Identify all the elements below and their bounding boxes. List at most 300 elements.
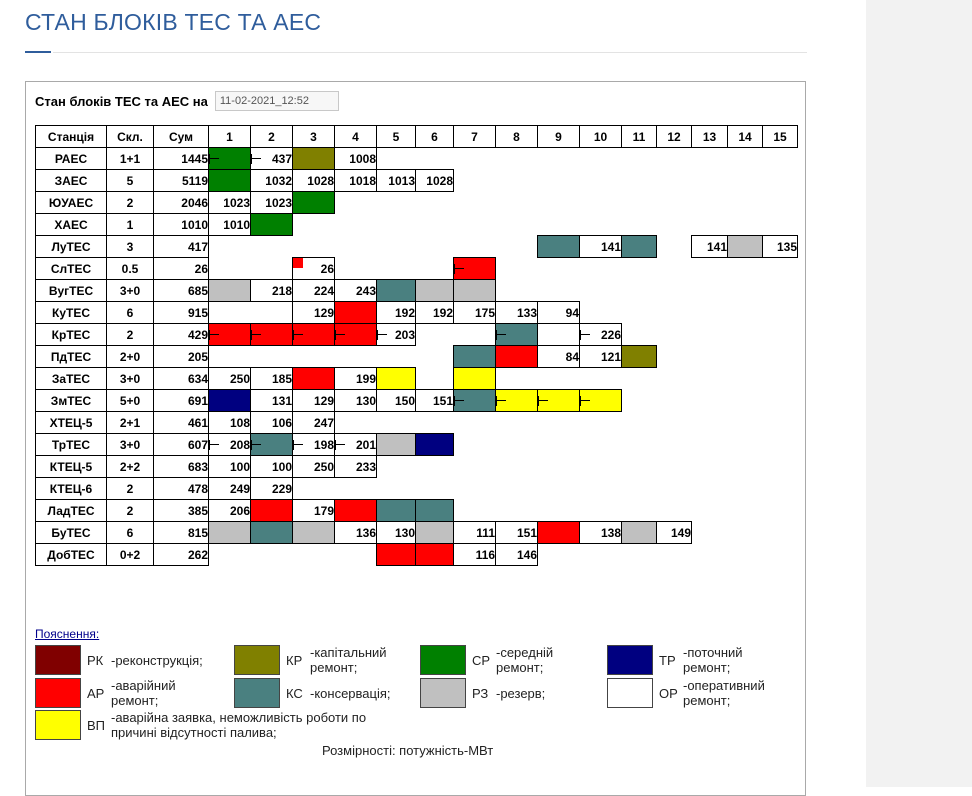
- unit-cell: [496, 500, 538, 522]
- unit-cell: [728, 500, 763, 522]
- unit-cell: [728, 544, 763, 566]
- unit-cell: [692, 170, 728, 192]
- unit-cell: 224: [293, 280, 335, 302]
- unit-marker-icon: [580, 330, 589, 340]
- unit-marker-icon: [454, 264, 463, 274]
- report-label: Стан блоків ТЕС та АЕС на: [35, 93, 208, 109]
- unit-cell: [416, 456, 454, 478]
- station-name: ЗаТЕС: [36, 368, 107, 390]
- unit-cell: 136: [335, 522, 377, 544]
- right-side-panel: [866, 0, 972, 787]
- legend-title: Пояснення:: [35, 627, 100, 641]
- unit-cell: [763, 324, 798, 346]
- unit-cell: [580, 500, 622, 522]
- unit-cell: [657, 280, 692, 302]
- unit-cell: [454, 258, 496, 280]
- unit-cell: [416, 148, 454, 170]
- station-name: КуТЕС: [36, 302, 107, 324]
- unit-cell: [377, 456, 416, 478]
- composition-cell: 2+2: [107, 456, 154, 478]
- unit-cell: [763, 390, 798, 412]
- unit-cell: [622, 346, 657, 368]
- legend-code: КР: [286, 653, 303, 668]
- sum-cell: 815: [154, 522, 209, 544]
- unit-cell: 250: [293, 456, 335, 478]
- legend-swatch-tr: [607, 645, 653, 675]
- unit-cell: 179: [293, 500, 335, 522]
- unit-cell: [580, 302, 622, 324]
- unit-cell: [728, 214, 763, 236]
- unit-cell: [538, 324, 580, 346]
- unit-cell: [622, 500, 657, 522]
- unit-cell: [622, 258, 657, 280]
- unit-cell: [335, 258, 377, 280]
- unit-marker-icon: [209, 440, 218, 450]
- unit-cell: [496, 170, 538, 192]
- unit-cell: [622, 302, 657, 324]
- unit-cell: 229: [251, 478, 293, 500]
- unit-cell: 149: [657, 522, 692, 544]
- legend-item-ks: [234, 678, 410, 708]
- legend-swatch-ks: [234, 678, 280, 708]
- unit-cell: [416, 346, 454, 368]
- title-accent-line: [25, 51, 51, 53]
- column-header: Скл.: [107, 126, 154, 148]
- legend-desc: -середній ремонт;: [496, 645, 554, 675]
- legend-desc: -аварійний ремонт;: [111, 678, 176, 708]
- sum-cell: 1010: [154, 214, 209, 236]
- unit-cell: 131: [251, 390, 293, 412]
- unit-cell: [763, 258, 798, 280]
- unit-marker-icon: [293, 330, 302, 340]
- unit-cell: [538, 368, 580, 390]
- sum-cell: 461: [154, 412, 209, 434]
- unit-cell: 130: [335, 390, 377, 412]
- unit-cell: [416, 500, 454, 522]
- table-row: [36, 434, 798, 456]
- unit-cell: [209, 148, 251, 170]
- unit-cell: [335, 192, 377, 214]
- sum-cell: 478: [154, 478, 209, 500]
- composition-cell: 3: [107, 236, 154, 258]
- composition-cell: 2: [107, 478, 154, 500]
- unit-cell: [728, 390, 763, 412]
- unit-cell: [763, 544, 798, 566]
- legend-swatch-kr: [234, 645, 280, 675]
- unit-cell: [496, 412, 538, 434]
- unit-cell: [416, 258, 454, 280]
- unit-cell: 249: [209, 478, 251, 500]
- unit-cell: [377, 236, 416, 258]
- unit-cell: [622, 434, 657, 456]
- unit-cell: [622, 192, 657, 214]
- legend-swatch-vp: [35, 710, 81, 740]
- unit-cell: [763, 302, 798, 324]
- unit-cell: [416, 280, 454, 302]
- table-row: [36, 368, 798, 390]
- unit-cell: [538, 236, 580, 258]
- unit-cell: [580, 192, 622, 214]
- table-row: [36, 324, 798, 346]
- legend-code: ТР: [659, 653, 676, 668]
- legend-code: ОР: [659, 686, 678, 701]
- unit-cell: [692, 280, 728, 302]
- unit-cell: [692, 434, 728, 456]
- unit-cell: [763, 346, 798, 368]
- unit-cell: [209, 390, 251, 412]
- unit-cell: [209, 346, 251, 368]
- table-row: [36, 478, 798, 500]
- unit-cell: 1023: [251, 192, 293, 214]
- unit-cell: [622, 368, 657, 390]
- unit-cell: [692, 192, 728, 214]
- unit-cell: [416, 522, 454, 544]
- unit-cell: [657, 302, 692, 324]
- station-name: ВугТЕС: [36, 280, 107, 302]
- unit-marker-icon: [454, 396, 463, 406]
- unit-cell: [538, 280, 580, 302]
- unit-cell: [657, 214, 692, 236]
- station-name: ЛадТЕС: [36, 500, 107, 522]
- table-row: [36, 148, 798, 170]
- legend-code: АР: [87, 686, 105, 701]
- unit-cell: 106: [251, 412, 293, 434]
- unit-cell: [454, 412, 496, 434]
- legend-code: СР: [472, 653, 491, 668]
- composition-cell: 1+1: [107, 148, 154, 170]
- unit-cell: [377, 478, 416, 500]
- unit-cell: [335, 302, 377, 324]
- unit-cell: [692, 214, 728, 236]
- unit-cell: [692, 302, 728, 324]
- unit-cell: [622, 324, 657, 346]
- unit-cell: 192: [377, 302, 416, 324]
- legend-code: ВП: [87, 718, 106, 733]
- unit-cell: [728, 280, 763, 302]
- unit-cell: 108: [209, 412, 251, 434]
- column-header: 6: [416, 126, 454, 148]
- unit-marker-icon: [538, 396, 547, 406]
- unit-cell: [763, 456, 798, 478]
- composition-cell: 0+2: [107, 544, 154, 566]
- station-name: БуТЕС: [36, 522, 107, 544]
- unit-cell: [657, 478, 692, 500]
- legend-desc: -поточний ремонт;: [683, 645, 743, 675]
- column-header: 12: [657, 126, 692, 148]
- unit-cell: [622, 280, 657, 302]
- table-row: [36, 302, 798, 324]
- unit-cell: [209, 544, 251, 566]
- unit-cell: [580, 390, 622, 412]
- unit-cell: [692, 258, 728, 280]
- unit-cell: [763, 478, 798, 500]
- unit-cell: [692, 544, 728, 566]
- unit-cell: [657, 258, 692, 280]
- unit-cell: [335, 478, 377, 500]
- unit-cell: 201: [335, 434, 377, 456]
- composition-cell: 6: [107, 302, 154, 324]
- title-divider: [53, 52, 807, 53]
- unit-cell: [538, 390, 580, 412]
- unit-cell: [377, 148, 416, 170]
- legend-swatch-ar: [35, 678, 81, 708]
- unit-cell: 226: [580, 324, 622, 346]
- unit-cell: [692, 478, 728, 500]
- legend-swatch-sr: [420, 645, 466, 675]
- unit-cell: [496, 236, 538, 258]
- unit-cell: [209, 236, 251, 258]
- unit-cell: [454, 346, 496, 368]
- unit-cell: [416, 236, 454, 258]
- unit-cell: [580, 170, 622, 192]
- station-name: КрТЕС: [36, 324, 107, 346]
- unit-cell: 111: [454, 522, 496, 544]
- unit-cell: 437: [251, 148, 293, 170]
- station-name: ХАЕС: [36, 214, 107, 236]
- unit-cell: 135: [763, 236, 798, 258]
- unit-cell: 133: [496, 302, 538, 324]
- unit-cell: [692, 522, 728, 544]
- unit-cell: [293, 148, 335, 170]
- unit-cell: [538, 148, 580, 170]
- sum-cell: 2046: [154, 192, 209, 214]
- composition-cell: 3+0: [107, 368, 154, 390]
- unit-cell: [293, 192, 335, 214]
- unit-cell: [580, 412, 622, 434]
- unit-cell: [538, 214, 580, 236]
- column-header: Станція: [36, 126, 107, 148]
- unit-cell: [692, 148, 728, 170]
- unit-cell: [496, 456, 538, 478]
- unit-cell: [377, 544, 416, 566]
- unit-cell: [622, 170, 657, 192]
- unit-cell: [335, 500, 377, 522]
- table-row: [36, 544, 798, 566]
- unit-cell: [580, 456, 622, 478]
- unit-cell: [209, 522, 251, 544]
- unit-cell: 94: [538, 302, 580, 324]
- unit-cell: [692, 346, 728, 368]
- unit-cell: [657, 236, 692, 258]
- unit-cell: [496, 258, 538, 280]
- date-input[interactable]: [215, 91, 339, 111]
- unit-cell: [335, 346, 377, 368]
- unit-cell: 84: [538, 346, 580, 368]
- unit-cell: [454, 434, 496, 456]
- units-note: Розмірності: потужність-МВт: [322, 743, 494, 758]
- sum-cell: 262: [154, 544, 209, 566]
- unit-cell: [496, 148, 538, 170]
- composition-cell: 0.5: [107, 258, 154, 280]
- table-row: [36, 390, 798, 412]
- sum-cell: 385: [154, 500, 209, 522]
- unit-cell: [692, 390, 728, 412]
- unit-cell: [763, 170, 798, 192]
- unit-cell: [622, 236, 657, 258]
- unit-cell: [538, 192, 580, 214]
- unit-cell: 116: [454, 544, 496, 566]
- unit-cell: [251, 324, 293, 346]
- legend-code: РК: [87, 653, 104, 668]
- unit-cell: [293, 522, 335, 544]
- sum-cell: 915: [154, 302, 209, 324]
- column-header: 1: [209, 126, 251, 148]
- unit-cell: [335, 324, 377, 346]
- unit-marker-icon: [293, 440, 302, 450]
- unit-marker-icon: [580, 396, 589, 406]
- composition-cell: 2+1: [107, 412, 154, 434]
- unit-cell: [496, 346, 538, 368]
- unit-cell: [622, 544, 657, 566]
- unit-cell: [454, 390, 496, 412]
- column-header: 2: [251, 126, 293, 148]
- unit-cell: [251, 236, 293, 258]
- unit-cell: [728, 368, 763, 390]
- station-name: КТЕЦ-6: [36, 478, 107, 500]
- unit-cell: [454, 280, 496, 302]
- station-name: КТЕЦ-5: [36, 456, 107, 478]
- composition-cell: 1: [107, 214, 154, 236]
- unit-cell: 141: [692, 236, 728, 258]
- unit-cell: 146: [496, 544, 538, 566]
- unit-cell: [538, 500, 580, 522]
- unit-cell: [209, 280, 251, 302]
- unit-cell: [657, 346, 692, 368]
- column-header: 9: [538, 126, 580, 148]
- unit-cell: 1023: [209, 192, 251, 214]
- unit-cell: [657, 390, 692, 412]
- unit-cell: [763, 192, 798, 214]
- unit-cell: [293, 478, 335, 500]
- column-header: Сум: [154, 126, 209, 148]
- unit-cell: 218: [251, 280, 293, 302]
- sum-cell: 5119: [154, 170, 209, 192]
- unit-cell: [251, 302, 293, 324]
- unit-cell: [763, 368, 798, 390]
- station-name: ХТЕЦ-5: [36, 412, 107, 434]
- sum-cell: 417: [154, 236, 209, 258]
- unit-cell: [251, 258, 293, 280]
- unit-cell: [538, 478, 580, 500]
- unit-cell: [416, 412, 454, 434]
- unit-cell: [416, 544, 454, 566]
- unit-cell: [580, 214, 622, 236]
- unit-cell: [454, 236, 496, 258]
- unit-cell: [763, 412, 798, 434]
- unit-cell: 151: [496, 522, 538, 544]
- unit-cell: [416, 192, 454, 214]
- unit-cell: [580, 544, 622, 566]
- station-name: ТрТЕС: [36, 434, 107, 456]
- unit-cell: [657, 500, 692, 522]
- unit-marker-icon: [209, 330, 218, 340]
- legend-swatch-rk: [35, 645, 81, 675]
- table-row: [36, 258, 798, 280]
- composition-cell: 2+0: [107, 346, 154, 368]
- unit-cell: [496, 434, 538, 456]
- unit-cell: [377, 280, 416, 302]
- unit-cell: [728, 302, 763, 324]
- legend-item-sr: [420, 645, 596, 675]
- legend-swatch-rz: [420, 678, 466, 708]
- unit-cell: [496, 324, 538, 346]
- unit-cell: [335, 214, 377, 236]
- unit-cell: [454, 324, 496, 346]
- unit-cell: [377, 346, 416, 368]
- composition-cell: 2: [107, 500, 154, 522]
- table-row: [36, 236, 798, 258]
- unit-cell: [622, 214, 657, 236]
- column-header: 15: [763, 126, 798, 148]
- unit-cell: [728, 478, 763, 500]
- column-header: 10: [580, 126, 622, 148]
- unit-cell: 250: [209, 368, 251, 390]
- legend-desc: -капітальний ремонт;: [310, 645, 387, 675]
- unit-marker-icon: [496, 330, 505, 340]
- unit-cell: [657, 412, 692, 434]
- unit-cell: 130: [377, 522, 416, 544]
- unit-cell: [209, 170, 251, 192]
- station-name: СлТЕС: [36, 258, 107, 280]
- unit-cell: [335, 412, 377, 434]
- unit-cell: [251, 500, 293, 522]
- unit-marker-icon: [251, 330, 260, 340]
- column-header: 11: [622, 126, 657, 148]
- unit-cell: [416, 324, 454, 346]
- unit-cell: [657, 368, 692, 390]
- table-row: [36, 522, 798, 544]
- sum-cell: 683: [154, 456, 209, 478]
- unit-cell: [416, 478, 454, 500]
- unit-cell: [454, 148, 496, 170]
- legend-swatch-or: [607, 678, 653, 708]
- table-row: [36, 280, 798, 302]
- unit-cell: [728, 192, 763, 214]
- unit-cell: [622, 478, 657, 500]
- unit-cell: [454, 368, 496, 390]
- units-status-table: [35, 125, 798, 566]
- station-name: ДобТЕС: [36, 544, 107, 566]
- unit-cell: [538, 170, 580, 192]
- column-header: 3: [293, 126, 335, 148]
- sum-cell: 685: [154, 280, 209, 302]
- unit-cell: [580, 434, 622, 456]
- unit-cell: [538, 258, 580, 280]
- unit-cell: [251, 214, 293, 236]
- unit-cell: [622, 522, 657, 544]
- unit-cell: [454, 170, 496, 192]
- unit-cell: [622, 148, 657, 170]
- unit-cell: [538, 412, 580, 434]
- unit-cell: [580, 258, 622, 280]
- unit-cell: 208: [209, 434, 251, 456]
- unit-cell: [454, 456, 496, 478]
- unit-cell: [538, 456, 580, 478]
- unit-cell: [251, 544, 293, 566]
- table-row: [36, 500, 798, 522]
- unit-cell: 1028: [293, 170, 335, 192]
- unit-cell: 129: [293, 302, 335, 324]
- legend-desc: -резерв;: [496, 686, 546, 701]
- unit-cell: [728, 170, 763, 192]
- unit-cell: [763, 214, 798, 236]
- unit-cell: [580, 280, 622, 302]
- sum-cell: 691: [154, 390, 209, 412]
- composition-cell: 5: [107, 170, 154, 192]
- column-header: 13: [692, 126, 728, 148]
- legend-desc: -консервація;: [310, 686, 391, 701]
- unit-cell: [657, 170, 692, 192]
